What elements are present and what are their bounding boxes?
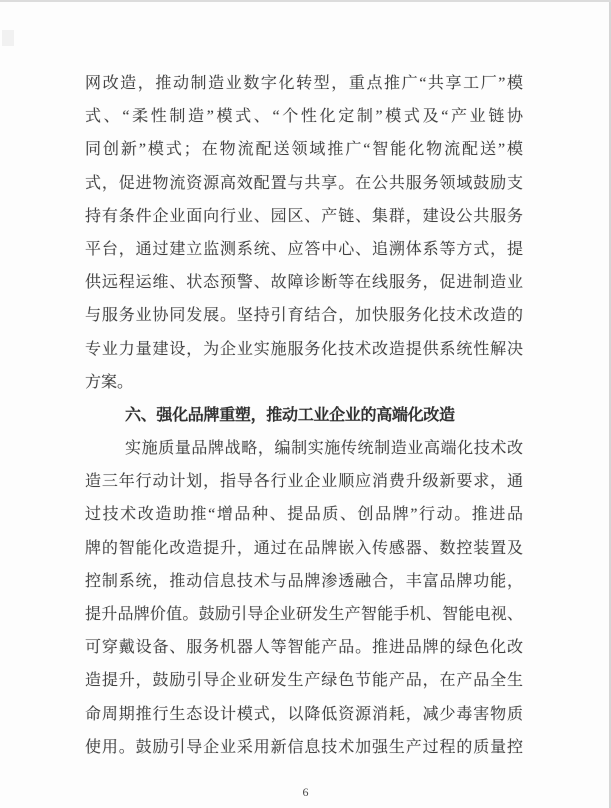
section-heading: 六、强化品牌重塑，推动工业企业的高端化改造 <box>125 406 455 424</box>
text-line: 可穿戴设备、服务机器人等智能产品。推进品牌的绿色化改 <box>85 639 523 657</box>
text-line: 网改造，推动制造业数字化转型，重点推广“共享工厂”模 <box>85 75 523 92</box>
scan-artifact <box>2 30 14 46</box>
page-number: 6 <box>302 785 309 799</box>
text-line: 命周期推行生态设计模式，以降低资源消耗，减少毒害物质 <box>85 705 523 723</box>
text-line: 与服务业协同发展。坚持引育结合，加快服务化技术改造的 <box>85 307 523 325</box>
text-line: 提升品牌价值。鼓励引导企业研发生产智能手机、智能电视、 <box>85 606 523 623</box>
text-line: 持有条件企业面向行业、园区、产链、集群，建设公共服务 <box>85 207 523 225</box>
text-line: 造三年行动计划，指导各行业企业顺应消费升级新要求，通 <box>85 473 523 491</box>
text-line: 牌的智能化改造提升，通过在品牌嵌入传感器、数控装置及 <box>85 539 523 557</box>
text-line: 实施质量品牌战略，编制实施传统制造业高端化技术改 <box>125 440 523 458</box>
text-line: 平台，通过建立监测系统、应答中心、追溯体系等方式，提 <box>85 240 523 258</box>
text-line: 专业力量建设，为企业实施服务化技术改造提供系统性解决 <box>85 340 523 358</box>
text-line: 控制系统，推动信息技术与品牌渗透融合，丰富品牌功能， <box>85 572 523 590</box>
text-line: 方案。 <box>85 373 134 391</box>
text-line: 使用。鼓励引导企业采用新信息技术加强生产过程的质量控 <box>85 738 523 756</box>
text-line: 供远程运维、状态预警、故障诊断等在线服务，促进制造业 <box>85 274 523 292</box>
text-line: 同创新”模式；在物流配送领域推广“智能化物流配送”模 <box>85 141 523 159</box>
text-line: 过技术改造助推“增品种、提品质、创品牌”行动。推进品 <box>85 506 523 524</box>
text-line: 式、“柔性制造”模式、“个性化定制”模式及“产业链协 <box>85 108 523 126</box>
text-line: 造提升，鼓励引导企业研发生产绿色节能产品，在产品全生 <box>85 672 523 690</box>
text-line: 式，促进物流资源高效配置与共享。在公共服务领域鼓励支 <box>85 174 523 192</box>
document-body <box>85 67 523 764</box>
